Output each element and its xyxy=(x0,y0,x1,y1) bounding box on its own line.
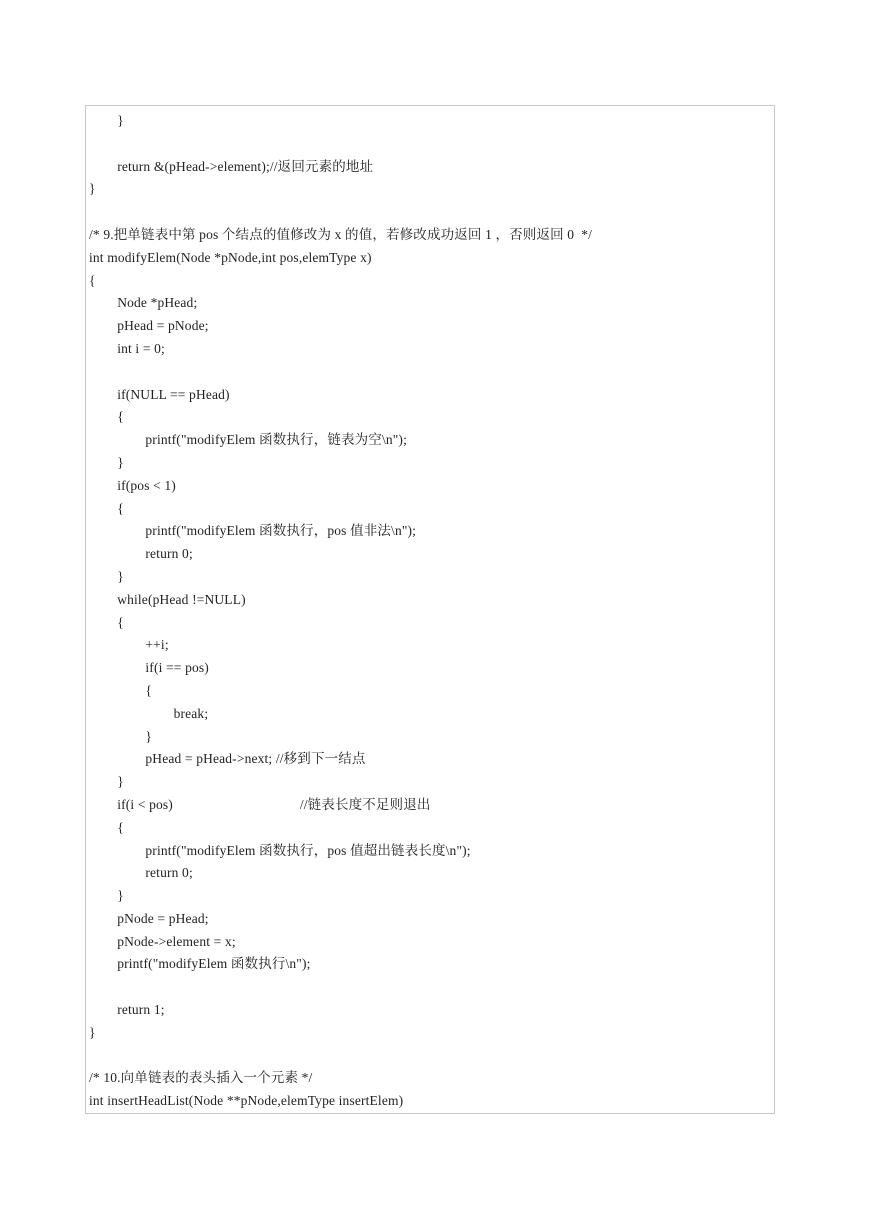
code-line xyxy=(89,201,592,224)
code-line: { xyxy=(89,500,124,516)
code-line: { xyxy=(89,614,124,630)
code-line: return 0; xyxy=(89,865,193,881)
code-line: break; xyxy=(89,705,209,721)
code-line: printf("modifyElem 函数执行，链表为空\n"); xyxy=(89,432,407,448)
code-lines xyxy=(89,110,592,1113)
code-line: } xyxy=(89,1024,96,1040)
code-line xyxy=(89,133,592,156)
code-line: pHead = pNode; xyxy=(89,318,209,334)
code-line: } xyxy=(89,181,96,197)
code-line: pHead = pHead->next; //移到下一结点 xyxy=(89,751,366,767)
code-line: } xyxy=(89,728,153,744)
code-line: int i = 0; xyxy=(89,340,165,356)
code-line: printf("modifyElem 函数执行，pos 值超出链表长度\n"); xyxy=(89,842,471,858)
code-line xyxy=(89,976,592,999)
code-line: return 1; xyxy=(89,1002,165,1018)
code-line: if(NULL == pHead) xyxy=(89,386,230,402)
code-line: /* 9.把单链表中第 pos 个结点的值修改为 x 的值，若修改成功返回 1 ，否则返回 0 */ xyxy=(89,226,593,242)
code-line: } xyxy=(89,568,124,584)
code-line: return 0; xyxy=(89,546,193,562)
code-line xyxy=(89,1045,592,1068)
code-line: if(i == pos) xyxy=(89,660,209,676)
code-line: return &(pHead->element);//返回元素的地址 xyxy=(89,158,374,174)
code-line: Node *pHead; xyxy=(89,295,198,311)
code-line: } xyxy=(89,774,124,790)
code-line: { xyxy=(89,409,124,425)
code-line: if(i < pos) //链表长度不足则退出 xyxy=(89,796,431,812)
code-line: if(pos < 1) xyxy=(89,477,176,493)
code-line: } xyxy=(89,113,124,128)
code-listing-box xyxy=(85,105,775,1114)
code-line: { xyxy=(89,682,153,698)
code-line: } xyxy=(89,454,124,470)
code-line: printf("modifyElem 函数执行，pos 值非法\n"); xyxy=(89,523,417,539)
code-line: int modifyElem(Node *pNode,int pos,elemType x) xyxy=(89,249,372,265)
code-line: { xyxy=(89,272,96,288)
code-line: } xyxy=(89,888,124,904)
code-line: { xyxy=(89,819,124,835)
code-line: while(pHead !=NULL) xyxy=(89,591,246,607)
code-line: pNode = pHead; xyxy=(89,910,209,926)
code-line: pNode->element = x; xyxy=(89,933,236,949)
code-line: printf("modifyElem 函数执行\n"); xyxy=(89,956,311,972)
code-line: /* 10.向单链表的表头插入一个元素 */ xyxy=(89,1070,313,1086)
code-line: int insertHeadList(Node **pNode,elemType insertElem) xyxy=(89,1093,404,1109)
code-line: ++i; xyxy=(89,637,169,653)
code-line xyxy=(89,361,592,384)
